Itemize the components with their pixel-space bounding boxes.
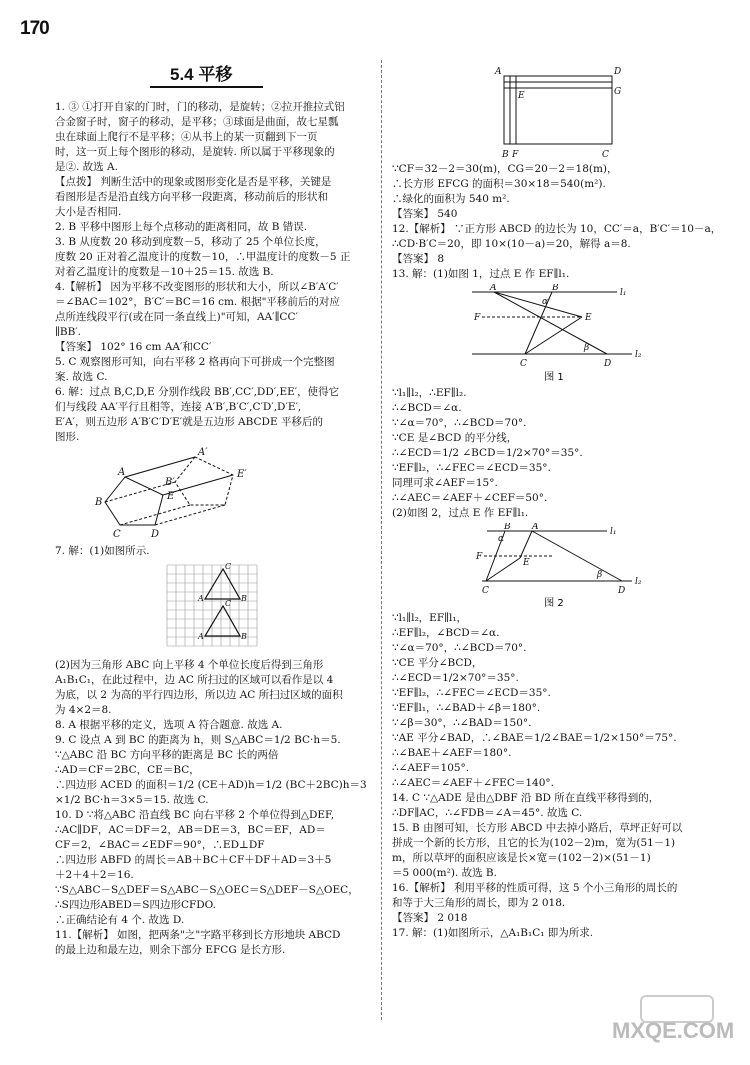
rect-label: E bbox=[518, 91, 525, 101]
pentagon-label: E bbox=[167, 491, 175, 502]
left-text-c bbox=[55, 658, 370, 958]
text-line: A₁B₁C₁，在此过程中，边 AC 所扫过的区域可以看作是以 4 bbox=[55, 674, 334, 686]
text-line: ×1/2 BC·h＝3×5＝15. 故选 C. bbox=[55, 794, 209, 806]
rect-label: B bbox=[502, 150, 509, 160]
text-line: ∴AC∥DF，AC＝DF＝2，AB＝DE＝3，BC＝EF，AD＝ bbox=[55, 824, 326, 836]
text-line: 图形. bbox=[55, 431, 80, 443]
text-line: ∵CF＝32－2＝30(m)，CG＝20－2＝18(m)， bbox=[392, 163, 618, 175]
text-line: (2)因为三角形 ABC 向上平移 4 个单位长度后得到三角形 bbox=[55, 659, 324, 671]
text-line: 拼成一个新的长方形，且它的长为(102－2)m，宽为(51－1) bbox=[392, 837, 676, 849]
text-line: 6. 解：过点 B,C,D,E 分别作线段 BB′,CC′,DD′,EE′，使得它 bbox=[55, 386, 340, 398]
text-line: ∵l₁∥l₂，EF∥l₁， bbox=[392, 612, 468, 624]
text-line: ∴∠BAE＋∠AEF＝180°. bbox=[392, 747, 512, 759]
left-text-a bbox=[55, 100, 370, 445]
text-line: 16.【解析】 利用平移的性质可得，这 5 个小三角形的周长的 bbox=[392, 882, 678, 894]
text-line: 【答案】 8 bbox=[392, 253, 445, 265]
fig2-label: A bbox=[532, 523, 539, 532]
page-number: 170 bbox=[20, 18, 49, 39]
right-text-a bbox=[392, 162, 722, 282]
fig1-label: l₂ bbox=[635, 350, 642, 360]
text-line: ＋2＋4＋2＝16. bbox=[55, 869, 134, 881]
text-line: 和等于大三角形的周长，即为 2 018. bbox=[392, 897, 566, 909]
left-column bbox=[55, 100, 370, 958]
text-line: 对着乙温度计的度数是－10＋25＝15. 故选 B. bbox=[55, 266, 274, 278]
text-line: ∴长方形 EFCG 的面积＝30×18＝540(m²). bbox=[392, 178, 606, 190]
fig2-label: B bbox=[504, 523, 511, 532]
grid-triangle-figure bbox=[55, 561, 355, 656]
text-line: 2. B 平移中图形上每个点移动的距离相同，故 B 错误. bbox=[55, 221, 308, 233]
fig1-label: B bbox=[552, 284, 559, 293]
text-line: ∵AE 平分∠BAD，∴∠BAE＝1/2∠BAE＝1/2×150°＝75°. bbox=[392, 732, 677, 744]
grid-label: B bbox=[241, 594, 247, 603]
text-line: ＝5 000(m²). 故选 B. bbox=[392, 867, 497, 879]
text-line: ∵CE 是∠BCD 的平分线， bbox=[392, 432, 518, 444]
text-line: m，所以草坪的面积应该是长×宽＝(102－2)×(51－1) bbox=[392, 852, 651, 864]
fig2-label: l₂ bbox=[635, 577, 642, 587]
fig2-label: α bbox=[498, 534, 505, 544]
text-line: ∴∠BCD＝∠α. bbox=[392, 402, 462, 414]
text-line: ∵l₁∥l₂，∴EF∥l₂. bbox=[392, 387, 467, 399]
right-text-b bbox=[392, 386, 722, 521]
fig1-caption: 图 1 bbox=[544, 372, 564, 383]
fig1-label: D bbox=[604, 359, 612, 369]
fig1-label: α bbox=[542, 297, 549, 307]
text-line: 【答案】 2 018 bbox=[392, 912, 468, 924]
fig1-label: F bbox=[474, 313, 481, 323]
text-line: ∵CE 平分∠BCD， bbox=[392, 657, 483, 669]
text-line: ∴∠AEC＝∠AEF＋∠CEF＝50°. bbox=[392, 492, 548, 504]
text-line: ∵EF∥l₂，∴∠FEC＝∠ECD＝35°. bbox=[392, 462, 551, 474]
fig2-label: F bbox=[476, 552, 483, 562]
grid-label: C bbox=[225, 599, 232, 608]
text-line: ∴∠AEC＝∠AEF＋∠FEC＝140°. bbox=[392, 777, 555, 789]
text-line: 【答案】 102° 16 cm AA′和CC′ bbox=[55, 341, 212, 353]
rect-label: A bbox=[495, 67, 502, 77]
text-line: ∴∠ECD＝1/2 ∠BCD＝1/2×70°＝35°. bbox=[392, 447, 583, 459]
pentagon-label: A bbox=[118, 467, 126, 478]
text-line: 15. B 由图可知，长方形 ABCD 中去掉小路后，草坪正好可以 bbox=[392, 822, 683, 834]
text-line: ∵S△ABC－S△DEF＝S△ABC－S△OEC＝S△DEF－S△OEC， bbox=[55, 884, 359, 896]
text-line: 3. B 从度数 20 移动到度数－5，移动了 25 个单位长度， bbox=[55, 236, 326, 248]
text-line: ∴EF∥l₂，∠BCD＝∠α. bbox=[392, 627, 500, 639]
text-line: ＝∠BAC＝102°，B′C′＝BC＝16 cm. 根据"平移前后的对应 bbox=[55, 296, 340, 308]
grid-label: A bbox=[198, 632, 204, 641]
text-line: 【答案】 540 bbox=[392, 208, 458, 220]
rectangle-path-figure bbox=[392, 62, 722, 160]
text-line: 10. D ∵将△ABC 沿直线 BC 向右平移 2 个单位得到△DEF, bbox=[55, 809, 335, 821]
text-line: 们与线段 AA′平行且相等，连接 A′B′,B′C′,C′D′,D′E′, bbox=[55, 401, 302, 413]
text-line: ∥BB′. bbox=[55, 326, 82, 338]
parallel-lines-figure-1 bbox=[392, 284, 722, 384]
text-line: 17. 解：(1)如图所示，△A₁B₁C₁ 即为所求. bbox=[392, 927, 594, 939]
text-line: 11.【解析】 如图，把两条"之"字路平移到长方形地块 ABCD bbox=[55, 929, 341, 941]
text-line: ∴四边形 ACED 的面积＝1/2 (CE＋AD)h＝1/2 (BC＋2BC)h＝3 bbox=[55, 779, 367, 791]
text-line: 案. 故选 C. bbox=[55, 371, 108, 383]
text-line: ∵EF∥l₁，∴∠BAD＋∠β＝180°. bbox=[392, 702, 541, 714]
rect-label: C bbox=[602, 150, 609, 160]
fig1-label: A bbox=[490, 284, 497, 293]
right-column bbox=[392, 60, 722, 941]
text-line: 为底，以 2 为高的平行四边形，所以边 AC 所扫过区域的面积 bbox=[55, 689, 343, 701]
section-title: 5.4 平移 bbox=[170, 65, 233, 84]
right-text-c bbox=[392, 611, 722, 941]
text-line: E′A′，则五边形 A′B′C′D′E′就是五边形 ABCDE 平移后的 bbox=[55, 416, 323, 428]
fig2-label: E bbox=[523, 558, 530, 568]
grid-label: A bbox=[198, 594, 204, 603]
pentagon-label: A′ bbox=[198, 447, 208, 458]
text-line: ∵∠α＝70°，∴∠BCD＝70°. bbox=[392, 642, 527, 654]
text-line: 14. C ∵△ADE 是由△DBF 沿 BD 所在直线平移得到的， bbox=[392, 792, 660, 804]
grid-label: B bbox=[241, 632, 247, 641]
fig2-label: β bbox=[597, 570, 603, 580]
text-line: 8. A 根据平移的定义，选项 A 符合题意. 故选 A. bbox=[55, 719, 283, 731]
text-line: ∵∠α＝70°，∴∠BCD＝70°. bbox=[392, 417, 527, 429]
text-line: ∴CD·B′C＝20，即 10×(10－a)＝20，解得 a＝8. bbox=[392, 238, 631, 250]
text-line: 为 4×2＝8. bbox=[55, 704, 112, 716]
text-line: ∴绿化的面积为 540 m². bbox=[392, 193, 510, 205]
text-line: 时，这一页上每个图形的移动，是旋转. 所以属于平移现象的 bbox=[55, 146, 335, 158]
fig1-label: E bbox=[585, 313, 592, 323]
text-line: ∴S四边形ABED＝S四边形CFDO. bbox=[55, 899, 217, 911]
fig1-label: C bbox=[520, 359, 527, 369]
text-line: ∵∠β＝30°，∴∠BAD＝150°. bbox=[392, 717, 532, 729]
fig1-label: β bbox=[584, 343, 590, 353]
text-line: ∴正确结论有 4 个. 故选 D. bbox=[55, 914, 185, 926]
text-line: 合金窗子时，窗子的移动，是平移；③球面是曲面，故七星瓢 bbox=[55, 116, 339, 128]
fig2-label: D bbox=[618, 586, 626, 596]
text-line: 度数 20 正对着乙温度计的度数－10，∴甲温度计的度数－5 正 bbox=[55, 251, 351, 263]
fig2-label: C bbox=[482, 586, 489, 596]
text-line: ∴∠ECD＝1/2×70°＝35°. bbox=[392, 672, 519, 684]
text-line: 13. 解：(1)如图 1，过点 E 作 EF∥l₁. bbox=[392, 268, 570, 280]
pentagon-label: E′ bbox=[237, 469, 247, 480]
text-line: 12.【解析】 ∵正方形 ABCD 的边长为 10，CC′＝a，B′C′＝10－a， bbox=[392, 223, 722, 235]
text-line: 7. 解：(1)如图所示. bbox=[55, 545, 150, 557]
rect-label: F bbox=[512, 150, 519, 160]
text-line: CF＝2，∠BAC＝∠EDF＝90°，∴ED⊥DF bbox=[55, 839, 265, 851]
column-divider bbox=[381, 60, 382, 1020]
fig2-label: l₁ bbox=[610, 527, 617, 537]
text-line: 大小是否相同. bbox=[55, 206, 122, 218]
text-line: ∴AD＝CF＝2BC，CE＝BC， bbox=[55, 764, 200, 776]
grid-label: C bbox=[225, 562, 232, 571]
pentagon-label: B bbox=[95, 497, 103, 508]
text-line: ∵△ABC 沿 BC 方向平移的距离是 BC 长的两倍 bbox=[55, 749, 279, 761]
parallel-lines-figure-2 bbox=[392, 523, 722, 609]
text-line: 虫在球面上爬行不是平移；④从书上的某一页翻到下一页 bbox=[55, 131, 318, 143]
pentagon-label: D bbox=[151, 529, 160, 540]
fig1-label: l₁ bbox=[620, 288, 627, 298]
text-line: ∴DF∥AC，∴∠FDB＝∠A＝45°. 故选 C. bbox=[392, 807, 583, 819]
text-line: ∴四边形 ABFD 的周长＝AB＋BC＋CF＋DF＋AD＝3＋5 bbox=[55, 854, 332, 866]
pentagon-translation-figure bbox=[55, 447, 355, 542]
text-line: ∴∠AEF＝105°. bbox=[392, 762, 470, 774]
rect-label: D bbox=[614, 67, 622, 77]
pentagon-label: B′ bbox=[165, 477, 175, 488]
text-line: 的最上边和最左边，则余下部分 EFCG 是长方形. bbox=[55, 944, 286, 956]
rect-label: G bbox=[614, 87, 622, 97]
text-line: 1. ③ ①打开自家的门时，门的移动，是旋转；②拉开推拉式铝 bbox=[55, 101, 345, 113]
left-text-b bbox=[55, 544, 370, 559]
watermark-text: MXQE.COM bbox=[612, 1018, 735, 1043]
text-line: 9. C 设点 A 到 BC 的距离为 h，则 S△ABC＝1/2 BC·h＝5. bbox=[55, 734, 341, 746]
text-line: 是②. 故选 A. bbox=[55, 161, 118, 173]
text-line: 4.【解析】 因为平移不改变图形的形状和大小，所以∠B′A′C′ bbox=[55, 281, 339, 293]
text-line: ∵EF∥l₂，∴∠FEC＝∠ECD＝35°. bbox=[392, 687, 551, 699]
text-line: 【点拨】 判断生活中的现象或图形变化是否是平移，关键是 bbox=[55, 176, 332, 188]
fig2-caption: 图 2 bbox=[544, 598, 564, 609]
text-line: 点所连线段平行(或在同一条直线上)"可知，AA′∥CC′ bbox=[55, 311, 298, 323]
text-line: (2)如图 2，过点 E 作 EF∥l₁. bbox=[392, 507, 529, 519]
text-line: 同理可求∠AEF＝15°. bbox=[392, 477, 498, 489]
text-line: 5. C 观察图形可知，向右平移 2 格再向下可拼成一个完整图 bbox=[55, 356, 335, 368]
text-line: 看图形是否是沿直线方向平移一段距离，移动前后的形状和 bbox=[55, 191, 328, 203]
pentagon-label: C bbox=[113, 529, 121, 540]
